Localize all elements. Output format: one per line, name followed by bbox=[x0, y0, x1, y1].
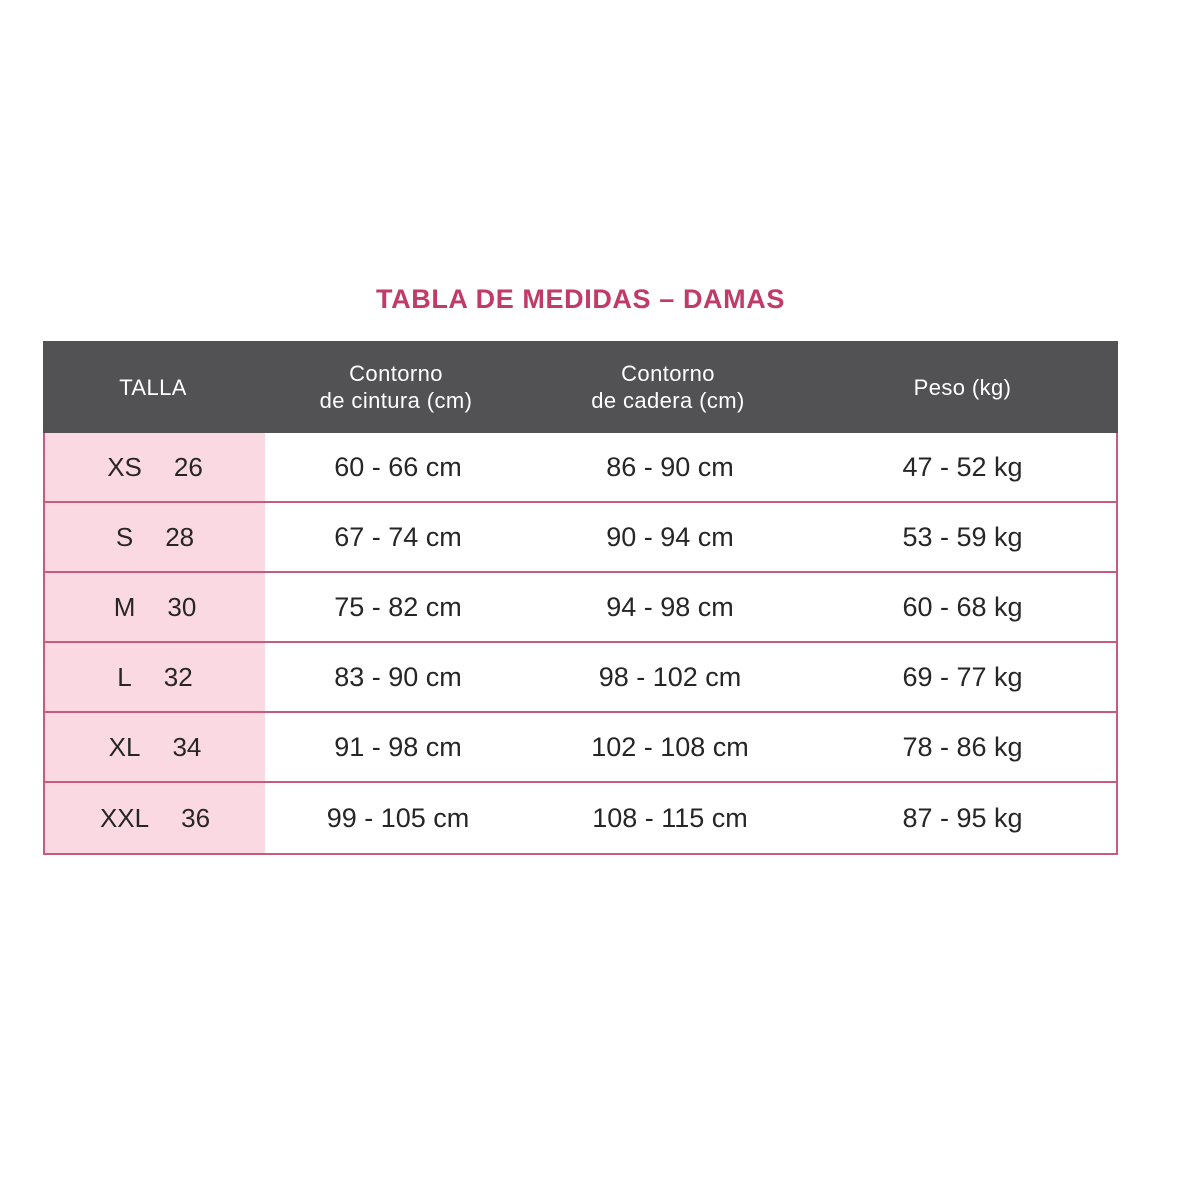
header-cell-waist bbox=[263, 341, 529, 433]
header-cell-weight bbox=[807, 341, 1118, 433]
cell-waist: 67 - 74 cm bbox=[334, 521, 462, 552]
header-hip-line2: de cadera (cm) bbox=[591, 388, 745, 413]
cell-waist: 83 - 90 cm bbox=[334, 661, 462, 692]
header-cell-hip bbox=[529, 341, 807, 433]
table-row bbox=[45, 573, 1116, 643]
cell-size bbox=[45, 713, 265, 781]
size-table bbox=[43, 341, 1118, 855]
table-row bbox=[45, 643, 1116, 713]
cell-waist: 91 - 98 cm bbox=[334, 731, 462, 762]
cell-waist: 60 - 66 cm bbox=[334, 451, 462, 482]
table-body bbox=[43, 433, 1118, 855]
table-row bbox=[45, 713, 1116, 783]
header-waist-line1: Contorno bbox=[349, 361, 443, 386]
size-label: M bbox=[113, 591, 136, 622]
header-hip-line1: Contorno bbox=[621, 361, 715, 386]
cell-weight: 60 - 68 kg bbox=[902, 591, 1023, 622]
header-waist-line2: de cintura (cm) bbox=[319, 388, 473, 413]
page-title: TABLA DE MEDIDAS – DAMAS bbox=[376, 284, 785, 314]
cell-hip: 90 - 94 cm bbox=[606, 521, 734, 552]
cell-weight: 53 - 59 kg bbox=[902, 521, 1023, 552]
cell-hip: 94 - 98 cm bbox=[606, 591, 734, 622]
size-label: XXL bbox=[99, 802, 150, 833]
size-number: 34 bbox=[172, 731, 202, 762]
cell-weight: 78 - 86 kg bbox=[902, 731, 1023, 762]
table-row bbox=[45, 433, 1116, 503]
size-number: 26 bbox=[173, 451, 203, 482]
cell-waist: 75 - 82 cm bbox=[334, 591, 462, 622]
size-label: XS bbox=[107, 451, 142, 482]
cell-size bbox=[45, 433, 265, 501]
cell-hip: 86 - 90 cm bbox=[606, 451, 734, 482]
table-row bbox=[45, 783, 1116, 853]
cell-hip: 102 - 108 cm bbox=[591, 731, 749, 762]
size-label: L bbox=[117, 661, 132, 692]
cell-size bbox=[45, 503, 265, 571]
size-number: 28 bbox=[165, 521, 195, 552]
header-weight-label: Peso (kg) bbox=[913, 374, 1012, 400]
size-number: 36 bbox=[181, 802, 211, 833]
size-number: 30 bbox=[167, 591, 197, 622]
header-cell-talla bbox=[43, 341, 263, 433]
cell-hip: 98 - 102 cm bbox=[598, 661, 742, 692]
table-row bbox=[45, 503, 1116, 573]
table-header-row bbox=[43, 341, 1118, 433]
cell-hip: 108 - 115 cm bbox=[592, 802, 748, 833]
size-number: 32 bbox=[163, 661, 193, 692]
header-talla-label: TALLA bbox=[119, 374, 187, 400]
cell-weight: 47 - 52 kg bbox=[902, 451, 1023, 482]
size-label: XL bbox=[108, 731, 141, 762]
cell-weight: 69 - 77 kg bbox=[902, 661, 1023, 692]
cell-size bbox=[45, 573, 265, 641]
cell-weight: 87 - 95 kg bbox=[902, 802, 1023, 833]
cell-waist: 99 - 105 cm bbox=[326, 802, 470, 833]
size-label: S bbox=[115, 521, 134, 552]
cell-size bbox=[45, 643, 265, 711]
cell-size bbox=[45, 783, 265, 853]
